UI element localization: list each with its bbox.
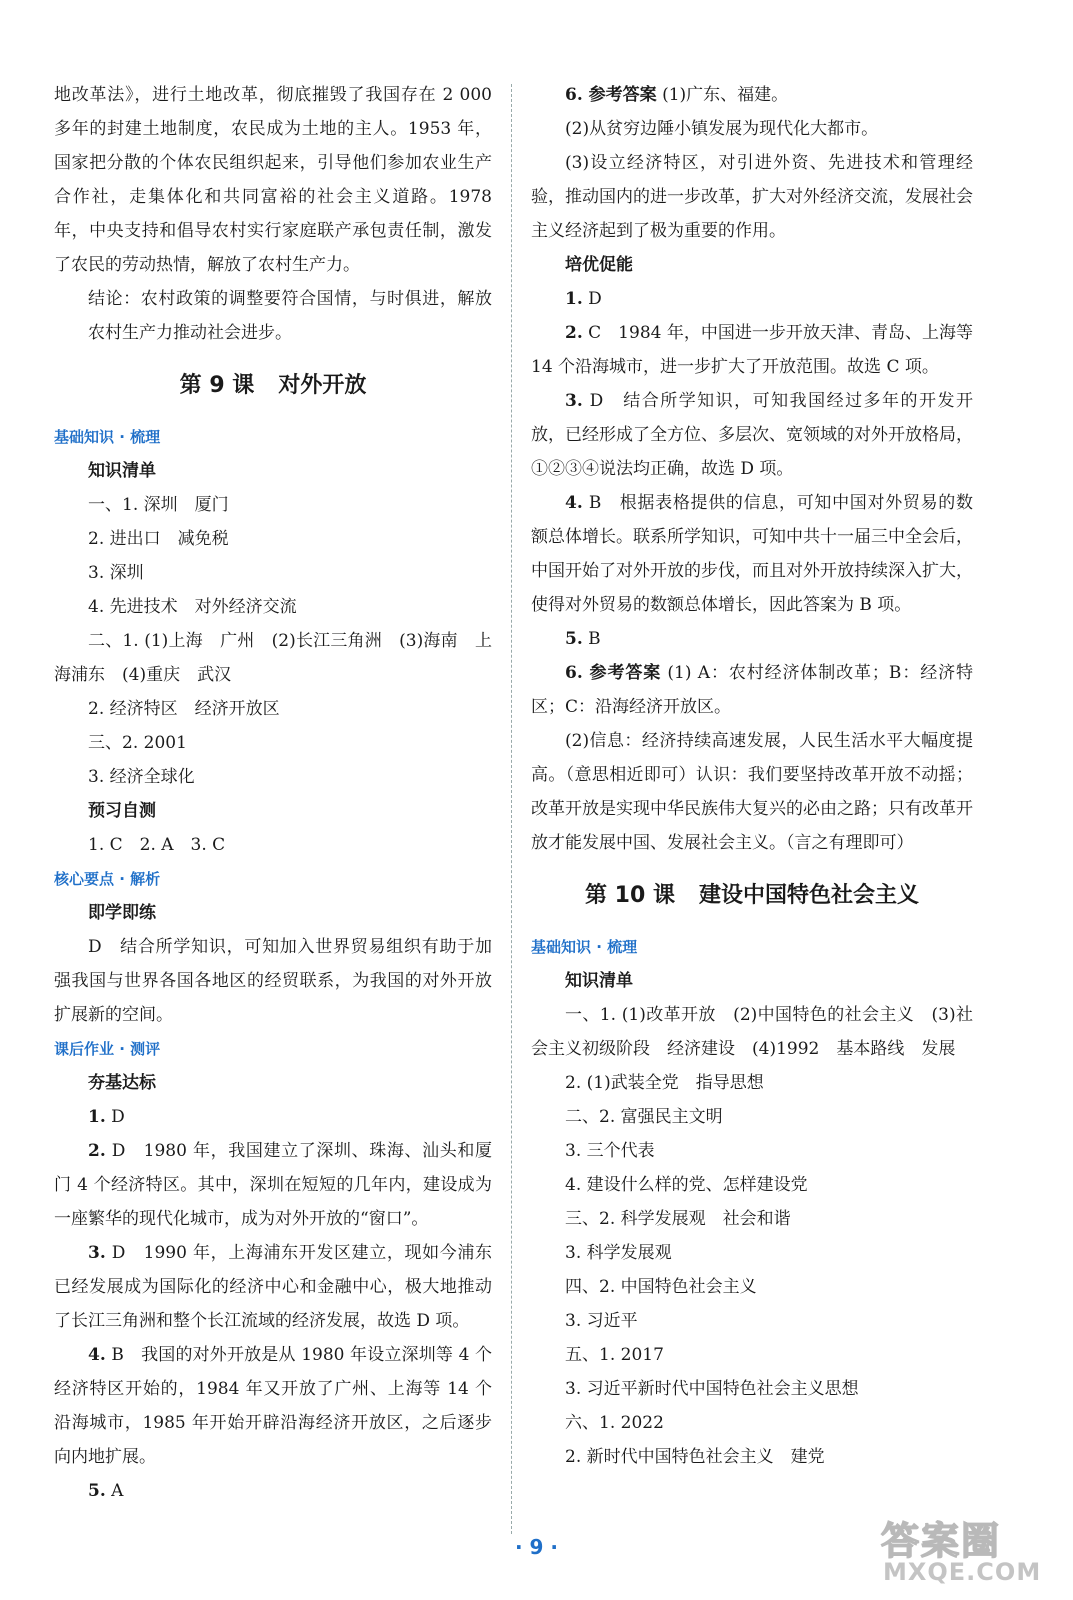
item-number: 2.: [565, 323, 583, 343]
answer-line: 3. 三个代表: [565, 1141, 655, 1161]
answer-line: 1. C 2. A 3. C: [88, 835, 226, 855]
answer-line: 五、1. 2017: [565, 1345, 664, 1365]
answer-line: 二、1. (1)上海 广州 (2)长江三角洲 (3)海南 上海浦东 (4)重庆 武汉: [54, 631, 492, 685]
lesson-name: 对外开放: [278, 373, 367, 398]
item-number: 1.: [88, 1107, 106, 1127]
answer-line: 3. 习近平新时代中国特色社会主义思想: [565, 1379, 859, 1399]
watermark-text: 答案圈: [881, 1519, 1002, 1563]
answer-line: 3. 习近平: [565, 1311, 638, 1331]
item-text: (1) A：农村经济体制改革；B：经济特区；C：沿海经济开放区。: [531, 663, 973, 717]
answer-line: 2. 新时代中国特色社会主义 建党: [565, 1447, 825, 1467]
item-text: B: [582, 629, 601, 649]
answer-line: 4. 先进技术 对外经济交流: [88, 597, 297, 617]
answer-item: [531, 384, 973, 486]
subsection-heading: 知识清单: [88, 461, 156, 481]
answer-line: 三、2. 科学发展观 社会和谐: [565, 1209, 791, 1229]
subsection-heading: 预习自测: [88, 801, 156, 821]
item-text: D: [582, 289, 602, 309]
answer-item: [54, 1100, 492, 1134]
item-number: 3.: [565, 391, 583, 411]
answer-line: (2)从贫穷边陲小镇发展为现代化大都市。: [565, 119, 879, 139]
lesson-number: 第 10 课: [585, 883, 675, 908]
answer-item: [531, 622, 973, 656]
answer-line: 三、2. 2001: [88, 733, 187, 753]
item-text: D 1990 年，上海浦东开发区建立，现如今浦东已经发展成为国际化的经济中心和金融中心，极大地推动了长江三角洲和整个长江流域的经济发展，故选 D 项。: [54, 1243, 492, 1331]
lesson-10-title: [531, 877, 973, 915]
answer-item: [531, 316, 973, 384]
answer-paragraph: 一、1. (1)改革开放 (2)中国特色的社会主义 (3)社会主义初级阶段 经济建设 (4)1992 基本路线 发展: [531, 1005, 973, 1059]
section-heading: 基础知识 · 梳理: [54, 428, 161, 446]
item-text: A: [105, 1481, 124, 1501]
answer-line: 2. 经济特区 经济开放区: [88, 699, 280, 719]
section-heading: 核心要点 · 解析: [54, 870, 161, 888]
item-text: B 根据表格提供的信息，可知中国对外贸易的数额总体增长。联系所学知识，可知中共十一届三中全会后，中国开始了对外开放的步伐，而且对外开放持续深入扩大，使得对外贸易的数额总体增长，因此答案为 B 项。: [531, 493, 973, 615]
subsection-heading: 即学即练: [88, 903, 156, 923]
answer-line: 一、1. 深圳 厦门: [88, 495, 229, 515]
item-number: 4.: [88, 1345, 106, 1365]
lesson-name: 建设中国特色社会主义: [698, 883, 919, 908]
watermark-logo: [875, 1510, 1065, 1590]
item-number: 5.: [88, 1481, 106, 1501]
answer-paragraph: (3)设立经济特区，对引进外资、先进技术和管理经验，推动国内的进一步改革，扩大对外经济交流，发展社会主义经济起到了极为重要的作用。: [531, 153, 973, 241]
item-number: 2.: [88, 1141, 106, 1161]
lesson-9-title: [54, 367, 492, 405]
answer-line: 二、2. 富强民主文明: [565, 1107, 723, 1127]
answer-line: 2. 进出口 减免税: [88, 529, 229, 549]
answer-line: 2. (1)武装全党 指导思想: [565, 1073, 764, 1093]
answer-line: 四、2. 中国特色社会主义: [565, 1277, 757, 1297]
answer-line: 3. 科学发展观: [565, 1243, 672, 1263]
section-heading: 课后作业 · 测评: [54, 1040, 161, 1058]
answer-item: [54, 1474, 492, 1508]
answer-item: [531, 78, 973, 112]
answer-line: 六、1. 2022: [565, 1413, 664, 1433]
item-text: D 1980 年，我国建立了深圳、珠海、汕头和厦门 4 个经济特区。其中，深圳在短短的几年内，建设成为一座繁华的现代化城市，成为对外开放的“窗口”。: [54, 1141, 492, 1229]
watermark-url: MXQE.COM: [883, 1558, 1042, 1586]
item-label: 6. 参考答案: [565, 663, 662, 683]
subsection-heading: 知识清单: [565, 971, 633, 991]
conclusion: 结论：农村政策的调整要符合国情，与时俱进，解放农村生产力推动社会进步。: [88, 289, 492, 343]
answer-paragraph: D 结合所学知识，可知加入世界贸易组织有助于加强我国与世界各国各地区的经贸联系，为我国的对外开放扩展新的空间。: [54, 937, 492, 1025]
answer-paragraph: (2)信息：经济持续高速发展，人民生活水平大幅度提高。（意思相近即可）认识：我们要坚持改革开放不动摇；改革开放是实现中华民族伟大复兴的必由之路；只有改革开放才能发展中国、发展社会主义。（言之有理即可）: [531, 731, 973, 853]
subsection-heading: 培优促能: [565, 255, 633, 275]
answer-line: 3. 深圳: [88, 563, 144, 583]
item-text: C 1984 年，中国进一步开放天津、青岛、上海等 14 个沿海城市，进一步扩大了开放范围。故选 C 项。: [531, 323, 973, 377]
answer-item: [54, 1134, 492, 1236]
item-text: D 结合所学知识，可知我国经过多年的开发开放，已经形成了全方位、多层次、宽领域的对外开放格局，①②③④说法均正确，故选 D 项。: [531, 391, 973, 479]
answer-item: [54, 1338, 492, 1474]
answer-item: [531, 486, 973, 622]
paragraph: 地改革法》，进行土地改革，彻底摧毁了我国存在 2 000 多年的封建土地制度，农民成为土地的主人。1953 年，国家把分散的个体农民组织起来，引导他们参加农业生产合作社，走集体化和共同富裕的社会主义道路。1978 年，中央支持和倡导农村实行家庭联产承包责任制，激发了农民的劳动热情，解放了农村生产力。: [54, 85, 492, 275]
item-number: 3.: [88, 1243, 106, 1263]
item-number: 4.: [565, 493, 583, 513]
lesson-number: 第 9 课: [179, 373, 255, 398]
subsection-heading: 夯基达标: [88, 1073, 156, 1093]
page-number: · 9 ·: [514, 1535, 559, 1559]
answer-item: [531, 656, 973, 724]
item-number: 5.: [565, 629, 583, 649]
item-label: 6. 参考答案: [565, 85, 657, 105]
answer-item: [531, 282, 973, 316]
section-heading: 基础知识 · 梳理: [531, 938, 638, 956]
answer-line: 4. 建设什么样的党、怎样建设党: [565, 1175, 808, 1195]
item-text: D: [105, 1107, 125, 1127]
answer-item: [54, 1236, 492, 1338]
item-text: B 我国的对外开放是从 1980 年设立深圳等 4 个经济特区开始的，1984 年又开放了广州、上海等 14 个沿海城市，1985 年开始开辟沿海经济开放区，之后逐步向内地扩展。: [54, 1345, 492, 1467]
left-column: [54, 78, 492, 1508]
right-column: [531, 78, 973, 1474]
column-divider: [511, 84, 512, 1534]
item-text: (1)广东、福建。: [656, 85, 789, 105]
item-number: 1.: [565, 289, 583, 309]
answer-line: 3. 经济全球化: [88, 767, 195, 787]
